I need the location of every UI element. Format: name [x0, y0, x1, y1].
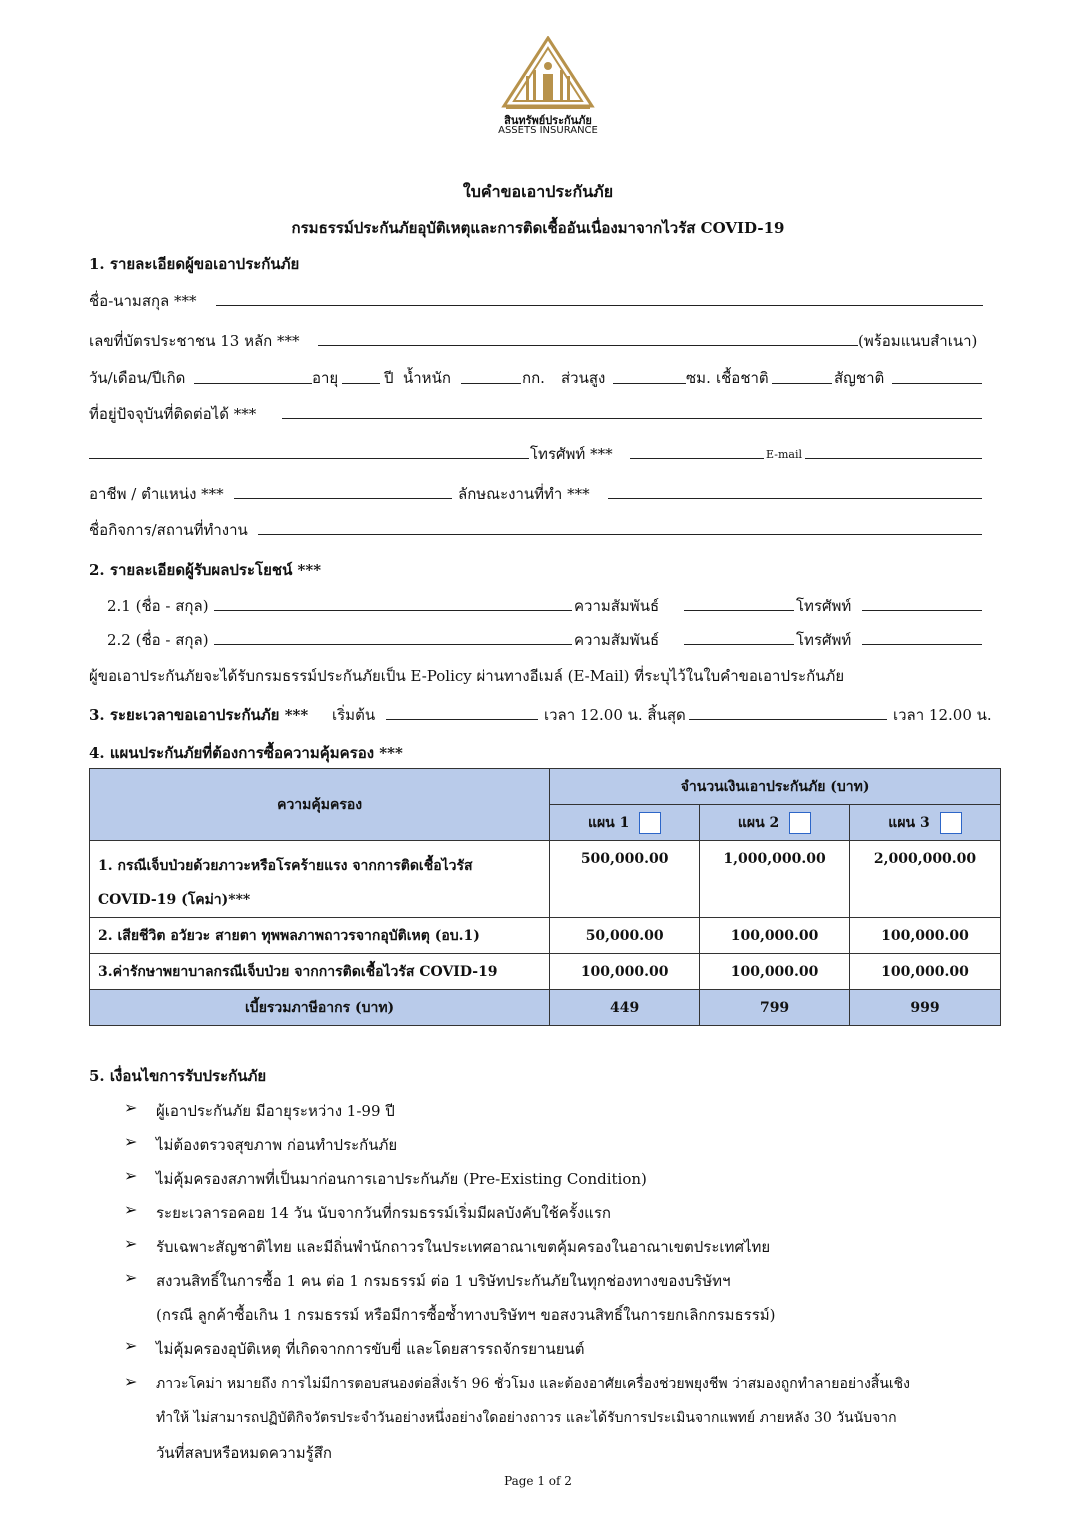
plan3-checkbox[interactable] [940, 812, 962, 834]
plan2-header [700, 805, 850, 841]
plan3-header [850, 805, 1001, 841]
section2-heading: 2. รายละเอียดผู้รับผลประโยชน์ *** [89, 561, 322, 579]
plan3-value: 100,000.00 [850, 918, 1001, 954]
nationality-field[interactable] [892, 383, 982, 384]
year-label: ปี [384, 369, 394, 387]
time-end-label: เวลา 12.00 น. สิ้นสุด [544, 706, 686, 724]
race-field[interactable] [772, 383, 832, 384]
email-label: E-mail [766, 448, 802, 461]
kg-label: กก. [522, 369, 545, 387]
occupation-field[interactable] [234, 498, 452, 499]
id-card-note: (พร้อมแนบสำเนา) [858, 332, 978, 350]
plan3-value: 100,000.00 [850, 954, 1001, 990]
table-row [90, 954, 1001, 990]
beneficiary2-label: 2.2 (ชื่อ - สกุล) [107, 631, 209, 649]
plan2-value: 1,000,000.00 [700, 841, 850, 918]
age-field[interactable] [342, 383, 380, 384]
phone-label: โทรศัพท์ *** [530, 445, 613, 463]
plan3-premium: 999 [850, 990, 1001, 1026]
condition-item: ไม่ต้องตรวจสุขภาพ ก่อนทำประกันภัย [156, 1136, 398, 1154]
section4-heading: 4. แผนประกันภัยที่ต้องการซื้อความคุ้มครอง *** [89, 744, 403, 762]
workplace-label: ชื่อกิจการ/สถานที่ทำงาน [89, 521, 248, 539]
premium-label: เบี้ยรวมภาษีอากร (บาท) [90, 990, 550, 1026]
condition-item: สงวนสิทธิ์ในการซื้อ 1 คน ต่อ 1 กรมธรรม์ ต่อ 1 บริษัทประกันภัยในทุกช่องทางของบริษัทฯ [156, 1272, 731, 1290]
condition-item: ระยะเวลารอคอย 14 วัน นับจากวันที่กรมธรรม์เริ่มมีผลบังคับใช้ครั้งแรก [156, 1204, 611, 1222]
plan2-checkbox[interactable] [789, 812, 811, 834]
dob-label: วัน/เดือน/ปีเกิด [89, 369, 186, 387]
email-field[interactable] [805, 458, 982, 459]
address-label: ที่อยู่ปัจจุบันที่ติดต่อได้ *** [89, 405, 257, 423]
occupation-label: อาชีพ / ตำแหน่ง *** [89, 485, 224, 503]
plan2-premium: 799 [700, 990, 850, 1026]
workplace-field[interactable] [258, 534, 982, 535]
assets-insurance-logo [498, 36, 598, 112]
nationality-label: สัญชาติ [834, 369, 885, 387]
name-field[interactable] [216, 305, 983, 306]
plan3-label: แผน 3 [888, 814, 930, 831]
plan1-premium: 449 [550, 990, 700, 1026]
height-field[interactable] [613, 383, 686, 384]
sum-insured-header: จำนวนเงินเอาประกันภัย (บาท) [550, 769, 1001, 805]
plan1-checkbox[interactable] [639, 812, 661, 834]
condition-item-continuation: ทำให้ ไม่สามารถปฏิบัติกิจวัตรประจำวันอย่างหนึ่งอย่างใดอย่างถาวร และได้รับการประเมินจากแพทย์ ภายหลัง 30 วันนับจาก [156, 1410, 897, 1426]
coverage-label [90, 841, 550, 918]
condition-item-continuation: (กรณี ลูกค้าซื้อเกิน 1 กรมธรรม์ หรือมีการซื้อซ้ำทางบริษัทฯ ขอสงวนสิทธิ์ในการยกเลิกกรมธรรม์) [156, 1306, 776, 1324]
phone-field[interactable] [630, 458, 764, 459]
id-card-field[interactable] [318, 345, 858, 346]
bullet-arrow-icon: ➢ [124, 1234, 138, 1253]
beneficiary1-relation-label: ความสัมพันธ์ [574, 597, 660, 615]
plan1-value: 500,000.00 [550, 841, 700, 918]
coverage-label: 2. เสียชีวิต อวัยวะ สายตา ทุพพลภาพถาวรจากอุบัติเหตุ (อบ.1) [90, 918, 550, 954]
bullet-arrow-icon: ➢ [124, 1336, 138, 1355]
coverage-column-header: ความคุ้มครอง [90, 769, 550, 841]
bullet-arrow-icon: ➢ [124, 1268, 138, 1287]
job-nature-field[interactable] [608, 498, 982, 499]
job-nature-label: ลักษณะงานที่ทำ *** [458, 485, 590, 503]
bullet-arrow-icon: ➢ [124, 1200, 138, 1219]
beneficiary2-name-field[interactable] [214, 644, 572, 645]
condition-item-continuation: วันที่สลบหรือหมดความรู้สึก [156, 1444, 332, 1462]
height-label: ส่วนสูง [561, 369, 606, 387]
bullet-arrow-icon: ➢ [124, 1372, 138, 1391]
condition-item: ภาวะโคม่า หมายถึง การไม่มีการตอบสนองต่อสิ่งเร้า 96 ชั่วโมง และต้องอาศัยเครื่องช่วยพยุงชีพ ว่าสมองถูกทำลายอย่างสิ้นเชิง [156, 1376, 911, 1392]
age-label: อายุ [312, 369, 339, 387]
beneficiary2-phone-field[interactable] [862, 644, 982, 645]
dob-field[interactable] [194, 383, 312, 384]
plan1-value: 100,000.00 [550, 954, 700, 990]
beneficiary1-name-field[interactable] [214, 610, 572, 611]
form-title: ใบคำขอเอาประกันภัย [462, 182, 614, 201]
plan2-value: 100,000.00 [700, 954, 850, 990]
table-row [90, 841, 1001, 918]
section3-heading: 3. ระยะเวลาขอเอาประกันภัย *** [89, 706, 309, 724]
condition-item: ไม่คุ้มครองอุบัติเหตุ ที่เกิดจากการขับขี่ และโดยสารรถจักรยานยนต์ [156, 1340, 585, 1358]
plan2-value: 100,000.00 [700, 918, 850, 954]
beneficiary2-relation-field[interactable] [684, 644, 794, 645]
logo-thai-name: สินทรัพย์ประกันภัย [504, 114, 592, 127]
condition-item: ผู้เอาประกันภัย มีอายุระหว่าง 1-99 ปี [156, 1102, 395, 1120]
bullet-arrow-icon: ➢ [124, 1132, 138, 1151]
beneficiary2-relation-label: ความสัมพันธ์ [574, 631, 660, 649]
start-label: เริ่มต้น [332, 706, 376, 724]
race-label: เชื้อชาติ [716, 369, 769, 387]
id-card-label: เลขที่บัตรประชาชน 13 หลัก *** [89, 332, 300, 350]
beneficiary1-phone-label: โทรศัพท์ [796, 597, 852, 615]
plan1-value: 50,000.00 [550, 918, 700, 954]
condition-item: รับเฉพาะสัญชาติไทย และมีถิ่นพำนักถาวรในประเทศอาณาเขตคุ้มครองในอาณาเขตประเทศไทย [156, 1238, 771, 1256]
plan1-header [550, 805, 700, 841]
coverage-label-line2: COVID-19 (โคม่า)*** [98, 892, 251, 908]
page-number: Page 1 of 2 [504, 1474, 572, 1488]
section1-heading: 1. รายละเอียดผู้ขอเอาประกันภัย [89, 255, 300, 273]
logo-english-name: ASSETS INSURANCE [498, 125, 598, 136]
premium-row [90, 990, 1001, 1026]
condition-item: ไม่คุ้มครองสภาพที่เป็นมาก่อนการเอาประกันภัย (Pre-Existing Condition) [156, 1170, 647, 1188]
cm-label: ซม. [686, 369, 711, 387]
plan3-value: 2,000,000.00 [850, 841, 1001, 918]
form-subtitle: กรมธรรม์ประกันภัยอุบัติเหตุและการติดเชื้ออันเนื่องมาจากไวรัส COVID-19 [291, 219, 785, 237]
table-header-row [90, 769, 1001, 805]
epolicy-note: ผู้ขอเอาประกันภัยจะได้รับกรมธรรม์ประกันภัยเป็น E-Policy ผ่านทางอีเมล์ (E-Mail) ที่ระบุไว้ในใบคำขอเอาประกันภัย [89, 667, 845, 685]
weight-label: น้ำหนัก [403, 369, 451, 387]
name-label: ชื่อ-นามสกุล *** [89, 292, 197, 310]
end-date-field[interactable] [689, 719, 887, 720]
address-field-line2[interactable] [89, 458, 529, 459]
beneficiary1-phone-field[interactable] [862, 610, 982, 611]
section5-heading: 5. เงื่อนไขการรับประกันภัย [89, 1067, 267, 1085]
bullet-arrow-icon: ➢ [124, 1098, 138, 1117]
address-field[interactable] [282, 418, 982, 419]
coverage-label: 3.ค่ารักษาพยาบาลกรณีเจ็บป่วย จากการติดเชื้อไวรัส COVID-19 [90, 954, 550, 990]
plan1-label: แผน 1 [587, 814, 630, 831]
coverage-label-line1: 1. กรณีเจ็บป่วยด้วยภาวะหรือโรคร้ายแรง จากการติดเชื้อไวรัส [98, 858, 473, 874]
plan2-label: แผน 2 [737, 814, 780, 831]
beneficiary1-relation-field[interactable] [684, 610, 794, 611]
start-date-field[interactable] [386, 719, 538, 720]
coverage-table [89, 768, 1001, 1026]
bullet-arrow-icon: ➢ [124, 1166, 138, 1185]
beneficiary2-phone-label: โทรศัพท์ [796, 631, 852, 649]
weight-field[interactable] [461, 383, 521, 384]
end-time-label: เวลา 12.00 น. [893, 706, 992, 724]
beneficiary1-label: 2.1 (ชื่อ - สกุล) [107, 597, 209, 615]
table-row [90, 918, 1001, 954]
